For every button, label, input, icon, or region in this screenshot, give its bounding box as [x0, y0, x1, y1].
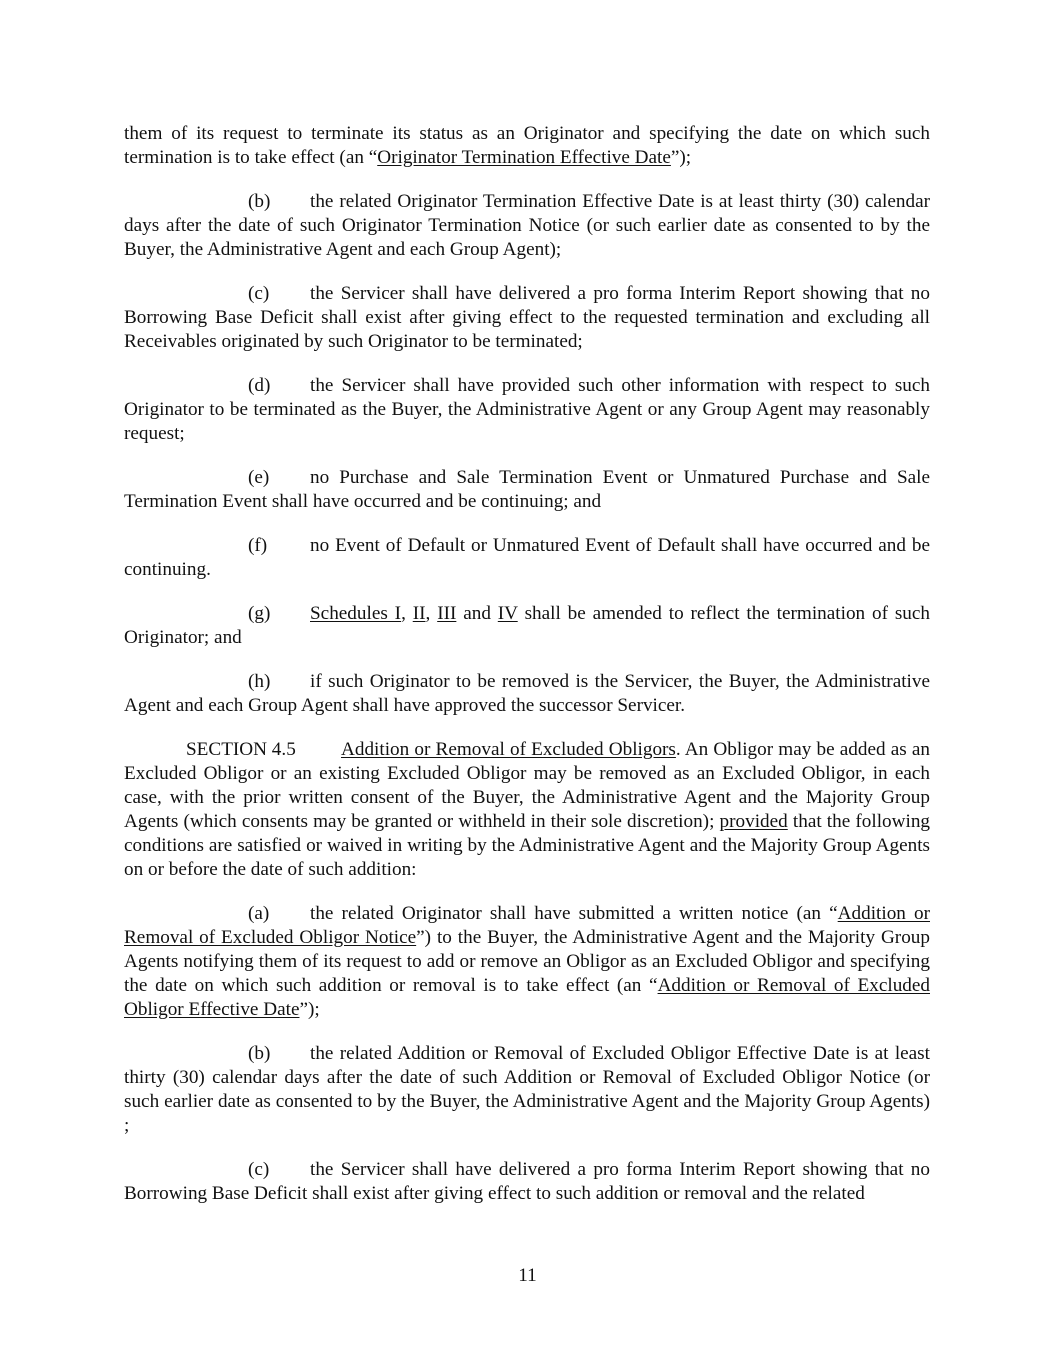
clause-label: (a)	[248, 903, 270, 924]
section-4-5: SECTION 4.5 Addition or Removal of Excluded Obligors. An Obligor may be added as an Excluded Obligor or an existing Excluded Obligor may be removed as an Excluded Obligor, in each case, with the prior written consent of the Buyer, the Administrative Agent and the Majority Group Agents (which consents may be granted or withheld in their sole discretion); provided that the following conditions are satisfied or waived in writing by the Administrative Agent and the Majority Group Agents on or before the date of such addition:	[124, 739, 931, 880]
defined-term: Addition or Removal of Excluded Obligor Notice	[124, 903, 930, 948]
proviso-term: provided	[719, 811, 788, 832]
schedule-reference: III	[437, 603, 457, 624]
clause-label: (c)	[248, 283, 270, 304]
schedule-reference: II	[412, 603, 426, 624]
defined-term: Addition or Removal of Excluded Obligor Effective Date	[124, 975, 930, 1020]
clause-text: no Event of Default or Unmatured Event of Default shall have occurred and be continuing.	[124, 535, 930, 580]
document-body	[124, 122, 930, 1226]
clause-text: the Servicer shall have delivered a pro forma Interim Report showing that no Borrowing Base Deficit shall exist after giving effect to the requested termination and excluding all Receivables originated by such Originator to be terminated;	[124, 283, 930, 352]
clause-text: if such Originator to be removed is the Servicer, the Buyer, the Administrative Agent and each Group Agent shall have approved the successor Servicer.	[124, 671, 930, 716]
clause-text: the Servicer shall have provided such other information with respect to such Originator to be terminated as the Buyer, the Administrative Agent or any Group Agent may reasonably request;	[124, 375, 930, 444]
clause-c	[124, 282, 930, 354]
section-title: Addition or Removal of Excluded Obligors	[341, 739, 676, 760]
clause-label: (c)	[248, 1159, 270, 1180]
page-number: 11	[518, 1265, 537, 1286]
clause-label: (b)	[248, 191, 271, 212]
schedule-reference: Schedules I	[310, 603, 402, 624]
clause-b	[124, 190, 930, 262]
clause-f	[124, 534, 930, 582]
defined-term: Originator Termination Effective Date	[377, 147, 671, 168]
section-clause-c	[124, 1158, 930, 1206]
clause-label: (e)	[248, 467, 270, 488]
clause-d	[124, 374, 930, 446]
clause-e	[124, 466, 930, 514]
clause-label: (b)	[248, 1043, 271, 1064]
clause-text: no Purchase and Sale Termination Event or Unmatured Purchase and Sale Termination Event shall have occurred and be continuing; and	[124, 467, 930, 512]
schedule-reference: IV	[497, 603, 518, 624]
section-clause-b	[124, 1042, 930, 1138]
clause-text: the related Addition or Removal of Excluded Obligor Effective Date is at least thirty (30) calendar days after the date of such Addition or Removal of Excluded Obligor Notice (or such earlier date as consented to by the Buyer, the Administrative Agent and the Majority Group Agents) ;	[124, 1043, 930, 1136]
clause-label: (h)	[248, 671, 271, 692]
paragraph-continuation: them of its request to terminate its status as an Originator and specifying the date on which such termination is to take effect (an “Originator Termination Effective Date”);	[124, 123, 930, 168]
clause-label: (f)	[248, 535, 268, 556]
clause-g: (g) Schedules I, II, III and IV shall be amended to reflect the termination of such Originator; and	[124, 603, 931, 648]
clause-text: the Servicer shall have delivered a pro forma Interim Report showing that no Borrowing Base Deficit shall exist after giving effect to such addition or removal and the related	[124, 1159, 930, 1204]
section-clause-a: (a) the related Originator shall have submitted a written notice (an “Addition or Removal of Excluded Obligor Notice”) to the Buyer, the Administrative Agent and the Majority Group Agents notifying them of its request to add or remove an Obligor as an Excluded Obligor and specifying the date on which such addition or removal is to take effect (an “Addition or Removal of Excluded Obligor Effective Date”);	[124, 903, 930, 1020]
section-number: SECTION 4.5	[186, 739, 296, 760]
clause-label: (d)	[248, 375, 271, 396]
clause-label: (g)	[248, 603, 271, 624]
clause-h	[124, 670, 930, 718]
clause-text: the related Originator Termination Effective Date is at least thirty (30) calendar days after the date of such Originator Termination Notice (or such earlier date as consented to by the Buyer, the Administrative Agent and each Group Agent);	[124, 191, 930, 260]
